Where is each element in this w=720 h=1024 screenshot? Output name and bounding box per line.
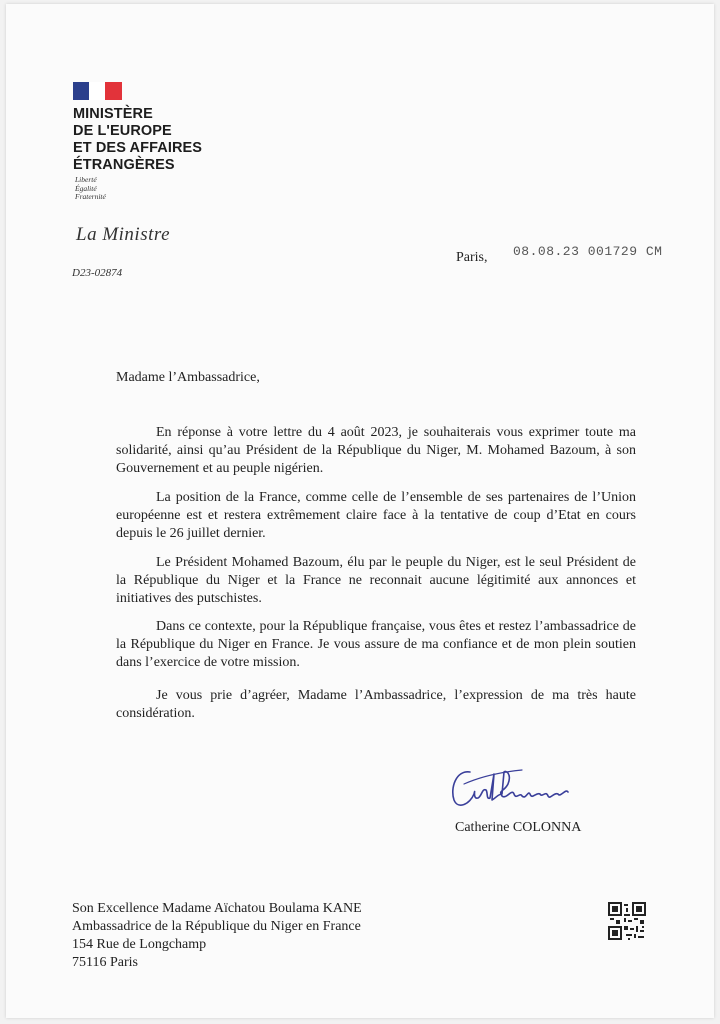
paragraph: Le Président Mohamed Bazoum, élu par le peuple du Niger, est le seul Président de la République du Niger et la France ne reconnait aucune légitimité aux annonces et initiatives des putschistes. <box>116 555 636 606</box>
motto-line: Égalité <box>75 183 97 193</box>
ministry-line: DE L'EUROPE <box>73 123 172 139</box>
address-line: 75116 Paris <box>72 955 138 970</box>
qr-code <box>608 902 646 940</box>
paragraph: Je vous prie d’agréer, Madame l’Ambassadrice, l’expression de ma très haute considération. <box>116 688 636 721</box>
signer-name: Catherine COLONNA <box>455 820 582 835</box>
ministry-line: ET DES AFFAIRES <box>73 140 203 156</box>
place: Paris, <box>456 250 488 265</box>
address-line: 154 Rue de Longchamp <box>72 937 207 952</box>
paragraph: La position de la France, comme celle de l’ensemble de ses partenaires de l’Union européenne est et restera extrêmement claire face à la tentative de coup d’Etat en cours depuis le 26 juillet dernier. <box>116 490 636 541</box>
sender-role: La Ministre <box>76 224 170 245</box>
handwritten-signature <box>442 754 592 824</box>
address-line: Son Excellence Madame Aïchatou Boulama KANE <box>72 901 362 916</box>
ministry-line: MINISTÈRE <box>73 106 153 122</box>
salutation: Madame l’Ambassadrice, <box>116 370 260 385</box>
ministry-name <box>73 106 202 174</box>
letter-page <box>6 4 714 1018</box>
motto-line: Liberté <box>75 175 97 184</box>
address-line: Ambassadrice de la République du Niger en France <box>72 919 361 934</box>
date-stamp: 08.08.23 001729 CM <box>513 244 663 259</box>
republic-motto <box>75 176 106 202</box>
paragraph: En réponse à votre lettre du 4 août 2023, je souhaiterais vous exprimer toute ma solidarité, ainsi qu’au Président de la République du Niger, M. Mohamed Bazoum, à son Gouvernement et au peuple nigérien. <box>116 425 636 476</box>
paragraph: Dans ce contexte, pour la République française, vous êtes et restez l’ambassadrice de la République du Niger en France. Je vous assure de ma confiance et de mon plein soutien dans l’exercice de votre mission. <box>116 619 636 670</box>
motto-line: Fraternité <box>75 192 106 201</box>
recipient-address <box>72 900 362 972</box>
french-flag-logo <box>73 82 122 100</box>
reference-number: D23-02874 <box>72 267 123 279</box>
ministry-line: ÉTRANGÈRES <box>73 157 175 173</box>
